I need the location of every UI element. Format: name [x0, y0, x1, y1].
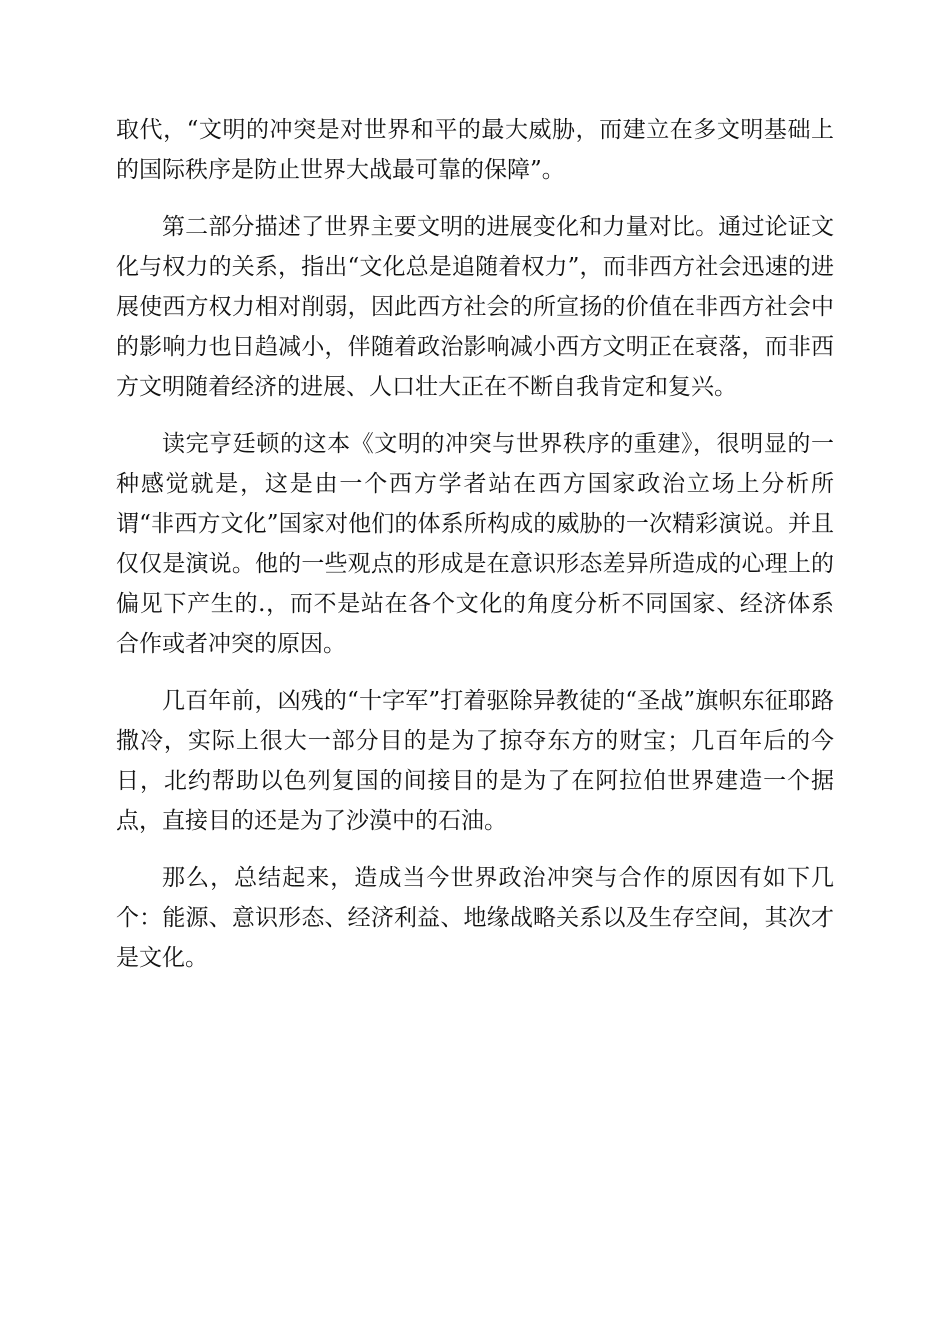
paragraph-conclusion: 那么，总结起来，造成当今世界政治冲突与合作的原因有如下几个：能源、意识形态、经济利益、地缘战略关系以及生存空间，其次才是文化。 [116, 865, 834, 971]
paragraph-continuation: 取代，“文明的冲突是对世界和平的最大威胁，而建立在多文明基础上的国际秩序是防止世界大战最可靠的保障”。 [116, 117, 834, 183]
paragraph-reading-impression: 读完亨廷顿的这本《文明的冲突与世界秩序的重建》，很明显的一种感觉就是，这是由一个西方学者站在西方国家政治立场上分析所谓“非西方文化”国家对他们的体系所构成的威胁的一次精彩演说。并且仅仅是演说。他的一些观点的形成是在意识形态差异所造成的心理上的偏见下产生的.，而不是站在各个文化的角度分析不同国家、经济体系合作或者冲突的原因。 [116, 431, 834, 657]
paragraph-historical-example: 几百年前，凶残的“十字军”打着驱除异教徒的“圣战”旗帜东征耶路撒冷，实际上很大一部分目的是为了掠夺东方的财宝；几百年后的今日，北约帮助以色列复国的间接目的是为了在阿拉伯世界建造一个据点，直接目的还是为了沙漠中的石油。 [116, 688, 834, 834]
document-body [116, 110, 834, 995]
paragraph-part-two: 第二部分描述了世界主要文明的进展变化和力量对比。通过论证文化与权力的关系，指出“文化总是追随着权力”，而非西方社会迅速的进展使西方权力相对削弱，因此西方社会的所宣扬的价值在非西方社会中的影响力也日趋减小，伴随着政治影响减小西方文明正在衰落，而非西方文明随着经济的进展、人口壮大正在不断自我肯定和复兴。 [116, 214, 834, 400]
